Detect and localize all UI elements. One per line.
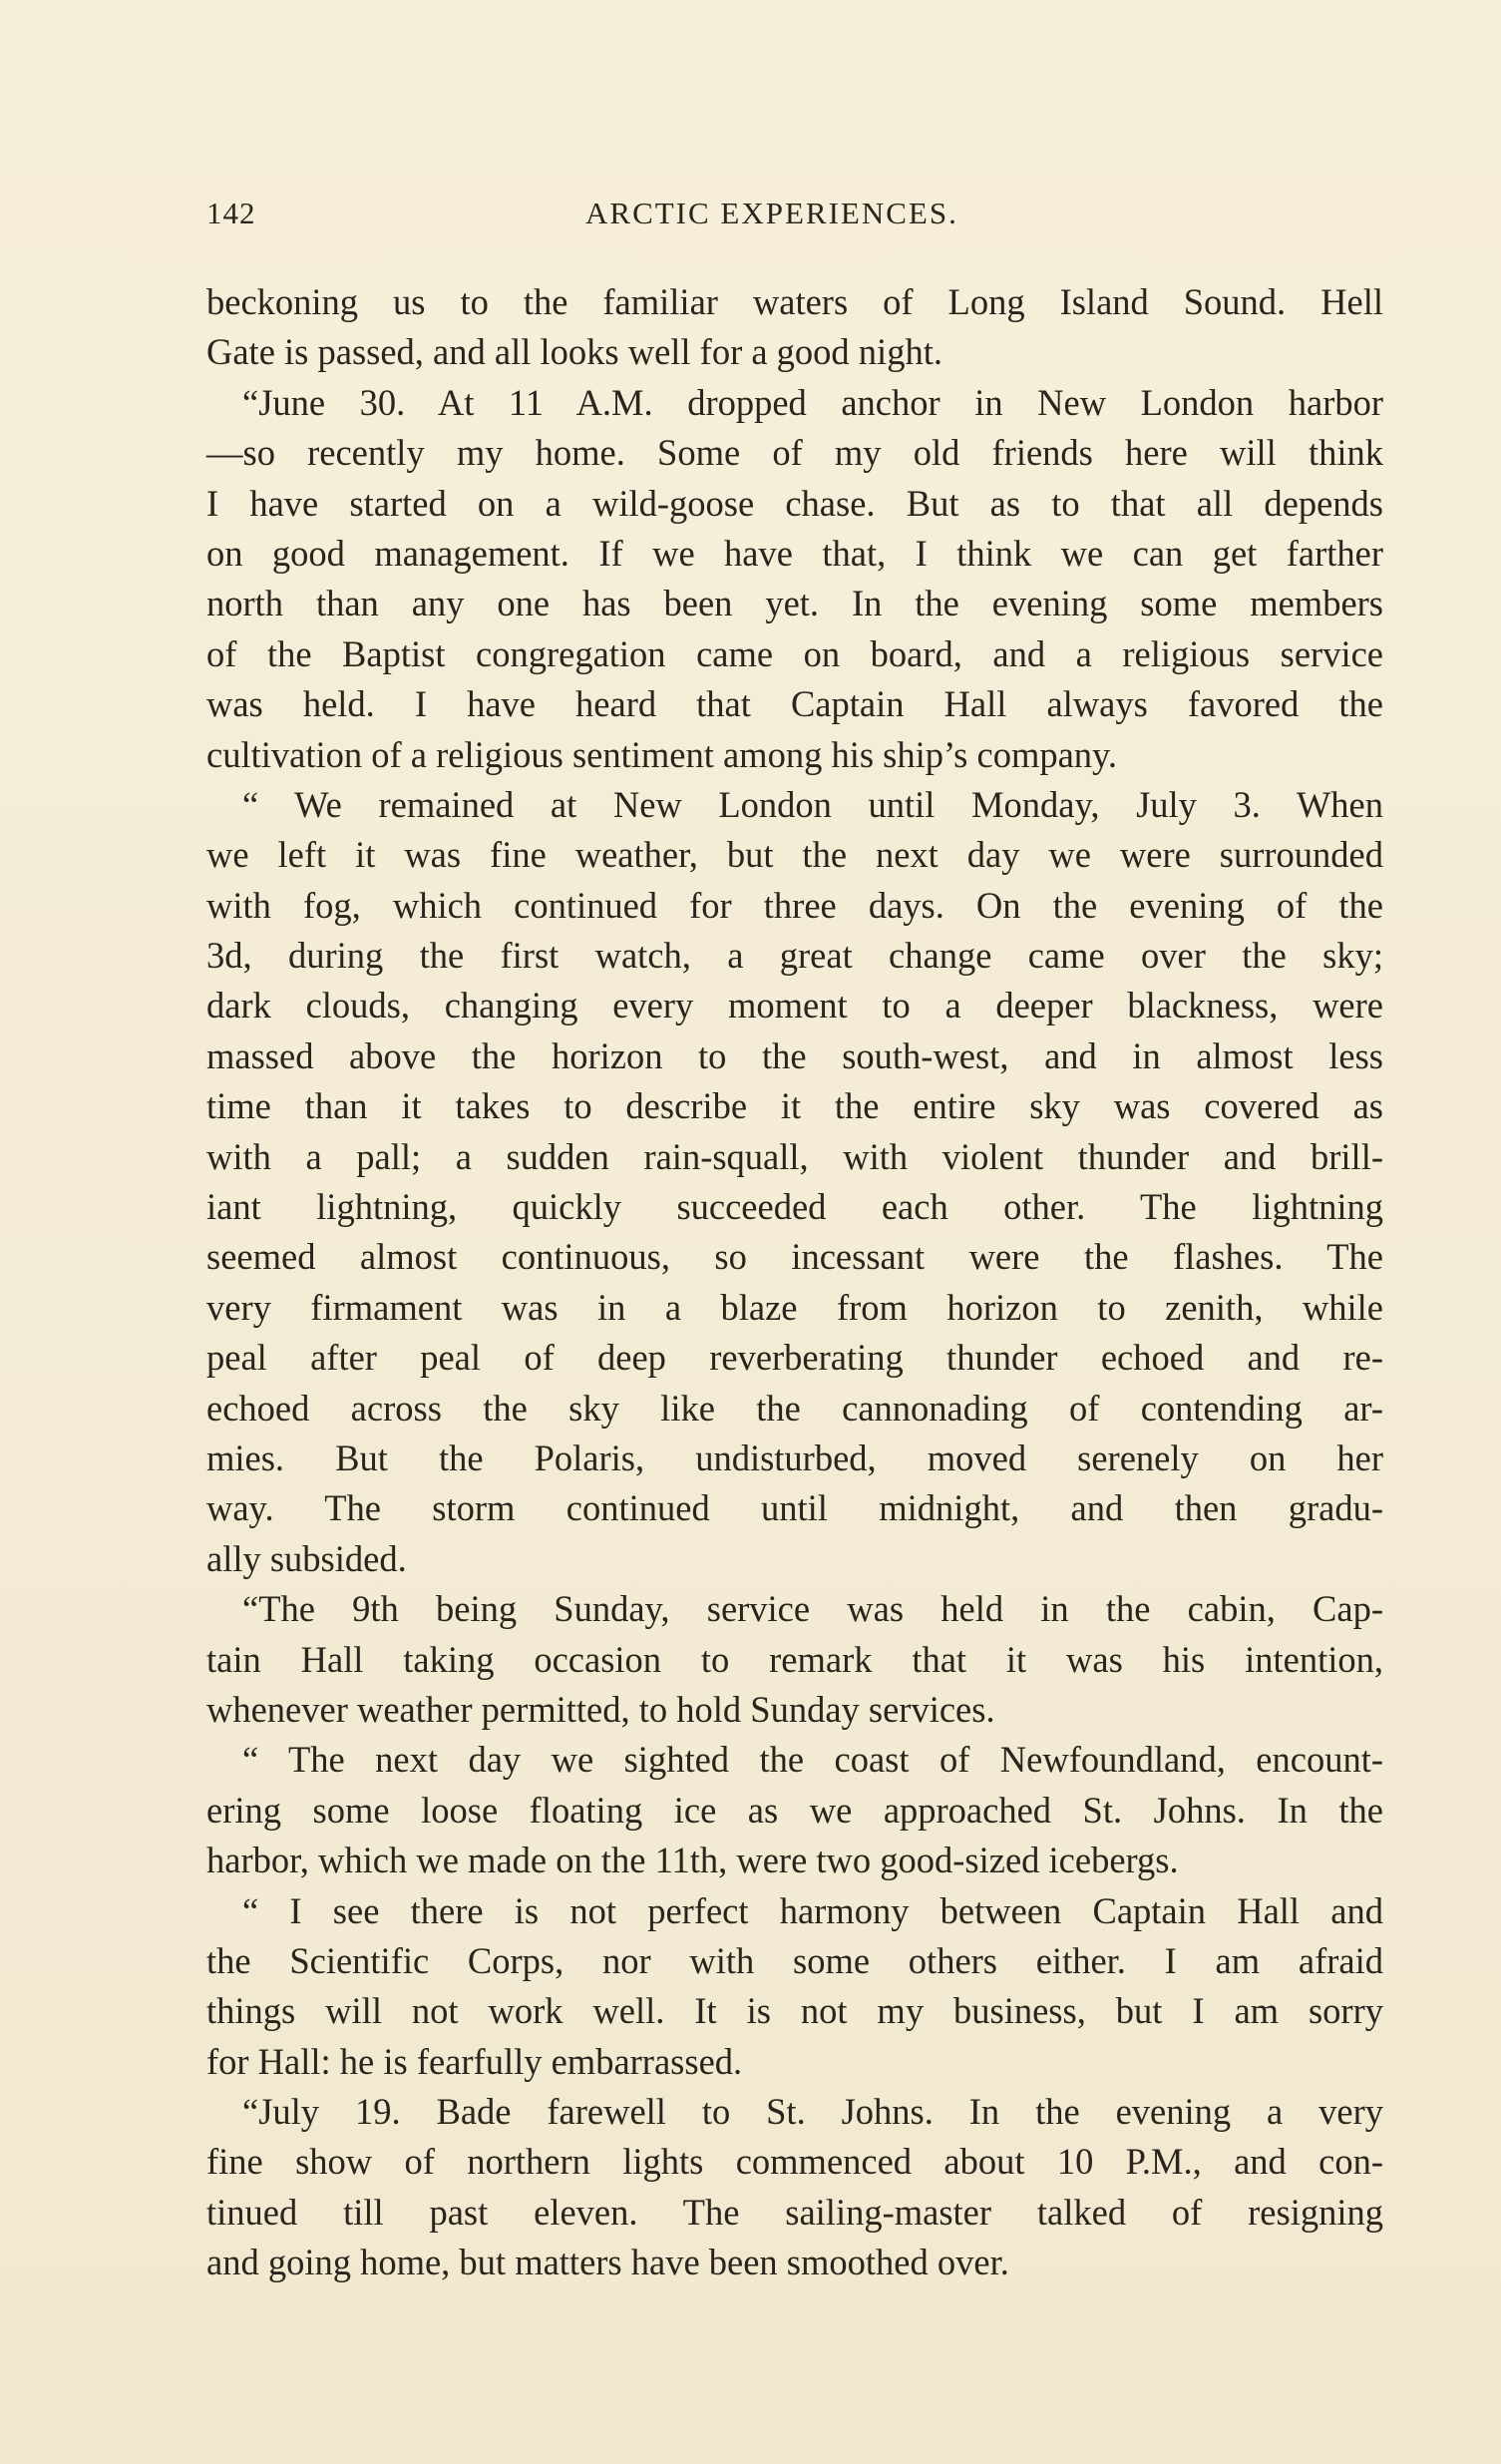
text-line: harbor, which we made on the 11th, were two good-sized icebergs. bbox=[206, 1840, 1179, 1881]
text-line: dark clouds, changing every moment to a deeper blackness, were bbox=[206, 985, 1383, 1027]
text-line: ering some loose floating ice as we approached St. Johns. In the bbox=[206, 1789, 1383, 1831]
text-line: Gate is passed, and all looks well for a good night. bbox=[206, 331, 942, 373]
text-line: —so recently my home. Some of my old friends here will think bbox=[206, 432, 1383, 474]
text-line: with a pall; a sudden rain-squall, with violent thunder and brill- bbox=[206, 1135, 1383, 1177]
text-line: “ I see there is not perfect harmony between Captain Hall and bbox=[242, 1889, 1383, 1931]
text-line: and going home, but matters have been smoothed over. bbox=[206, 2242, 1009, 2283]
running-title: ARCTIC EXPERIENCES. bbox=[585, 196, 958, 230]
text-line: “June 30. At 11 A.M. dropped anchor in New London harbor bbox=[242, 381, 1383, 423]
text-line: very firmament was in a blaze from horizon to zenith, while bbox=[206, 1286, 1383, 1328]
text-line: “ The next day we sighted the coast of Newfoundland, encount- bbox=[242, 1739, 1383, 1781]
text-line: whenever weather permitted, to hold Sunday services. bbox=[206, 1688, 995, 1730]
text-line: “ We remained at New London until Monday, July 3. When bbox=[242, 783, 1383, 825]
page-number: 142 bbox=[206, 196, 256, 230]
text-line: “The 9th being Sunday, service was held in the cabin, Cap- bbox=[242, 1588, 1383, 1630]
text-line: things will not work well. It is not my business, but I am sorry bbox=[206, 1990, 1383, 2032]
text-line: echoed across the sky like the cannonading of contending ar- bbox=[206, 1387, 1383, 1429]
text-line: the Scientific Corps, nor with some others either. I am afraid bbox=[206, 1939, 1383, 1981]
text-line: peal after peal of deep reverberating thunder echoed and re- bbox=[206, 1337, 1383, 1379]
text-line: fine show of northern lights commenced about 10 P.M., and con- bbox=[206, 2141, 1383, 2183]
text-line: tinued till past eleven. The sailing-master talked of resigning bbox=[206, 2191, 1383, 2233]
text-line: for Hall: he is fearfully embarrassed. bbox=[206, 2040, 743, 2082]
text-line: mies. But the Polaris, undisturbed, moved serenely on her bbox=[206, 1437, 1383, 1478]
body-text bbox=[206, 277, 1383, 2288]
running-head bbox=[206, 196, 1383, 245]
text-line: way. The storm continued until midnight, and then gradu- bbox=[206, 1487, 1383, 1529]
text-line: cultivation of a religious sentiment among his ship’s company. bbox=[206, 733, 1118, 775]
text-line: of the Baptist congregation came on board, and a religious service bbox=[206, 632, 1383, 674]
text-line: we left it was fine weather, but the next day we were surrounded bbox=[206, 834, 1383, 876]
text-line: seemed almost continuous, so incessant were the flashes. The bbox=[206, 1236, 1383, 1278]
text-line: was held. I have heard that Captain Hall always favored the bbox=[206, 683, 1383, 725]
text-line: 3d, during the first watch, a great change came over the sky; bbox=[206, 935, 1383, 977]
text-line: “July 19. Bade farewell to St. Johns. In the evening a very bbox=[242, 2091, 1383, 2133]
text-line: massed above the horizon to the south-west, and in almost less bbox=[206, 1034, 1383, 1076]
text-line: on good management. If we have that, I think we can get farther bbox=[206, 532, 1383, 574]
text-line: ally subsided. bbox=[206, 1537, 407, 1579]
text-line: beckoning us to the familiar waters of Long Island Sound. Hell bbox=[206, 281, 1383, 322]
text-line: time than it takes to describe it the entire sky was covered as bbox=[206, 1085, 1383, 1127]
text-line: with fog, which continued for three days. On the evening of the bbox=[206, 884, 1383, 926]
text-line: I have started on a wild-goose chase. But as to that all depends bbox=[206, 482, 1383, 524]
text-line: iant lightning, quickly succeeded each other. The lightning bbox=[206, 1186, 1383, 1228]
text-line: tain Hall taking occasion to remark that it was his intention, bbox=[206, 1638, 1383, 1680]
text-line: north than any one has been yet. In the evening some members bbox=[206, 583, 1383, 624]
